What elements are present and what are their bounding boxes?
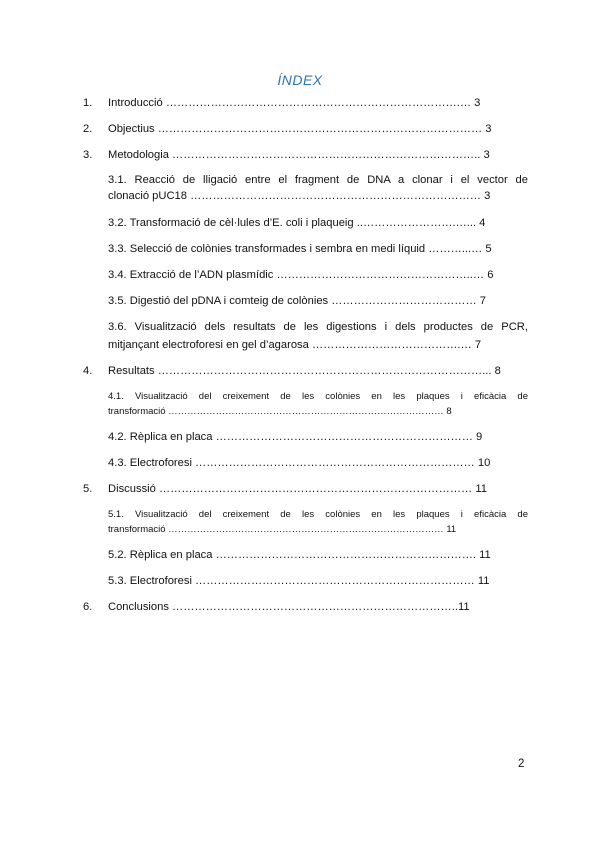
toc-label: Introducció …………………………………………………………………….… 3 <box>108 97 481 109</box>
toc-number: 6. <box>83 601 93 613</box>
toc-label: 5.3. Electroforesi ………………………………………………………………… 11 <box>108 575 490 587</box>
toc-number: 4. <box>83 365 93 377</box>
toc-number: 2. <box>83 123 93 135</box>
toc-label: 5.2. Rèplica en placa ……………………………………………………………. 11 <box>108 549 491 561</box>
toc-label-line-1: 4.1. Visualització del creixement de les colònies en les plaques i eficàcia de <box>108 391 528 402</box>
toc-number: 5. <box>83 483 93 495</box>
toc-label: Conclusions …………………………………………………………………..11 <box>108 601 470 613</box>
toc-label-line-2: transformació …………………………………………………………………………… 11 <box>108 524 457 535</box>
toc-number: 1. <box>83 97 93 109</box>
toc-label: Discussió ………………………………………………………………………… 11 <box>108 483 487 495</box>
page-number: 2 <box>518 758 525 770</box>
toc-label-line-2: mitjançant electroforesi en gel d’agarosa ………………………………….… 7 <box>108 339 482 351</box>
toc-label: 4.3. Electroforesi ………………………………………………………………… 10 <box>108 457 491 469</box>
toc-label: Resultats ……………………………………………………………………………... 8 <box>108 365 501 377</box>
toc-label-line-1: 3.1. Reacció de lligació entre el fragment de DNA a clonar i el vector de <box>108 174 528 186</box>
toc-label: 3.4. Extracció de l’ADN plasmídic ……………………………………………..… 6 <box>108 269 494 281</box>
toc-label-line-2: clonació pUC18 …………………………………………………………………… 3 <box>108 190 491 202</box>
toc-number: 3. <box>83 149 93 161</box>
toc-label: Metodologia ……………………………………………………………………….. 3 <box>108 149 490 161</box>
toc-label: 3.2. Transformació de cèl·lules d’E. coli i plaqueig ..…………………….…... 4 <box>108 217 486 229</box>
toc-label-line-1: 3.6. Visualització dels resultats de les digestions i dels productes de PCR, <box>108 321 528 333</box>
toc-label-line-1: 5.1. Visualització del creixement de les colònies en les plaques i eficàcia de <box>108 509 528 520</box>
toc-label: 3.5. Digestió del pDNA i comteig de colònies ………………………………… 7 <box>108 295 487 307</box>
toc-label: Objectius …………………………………………………………………………… 3 <box>108 123 492 135</box>
page-title: ÍNDEX <box>277 72 323 88</box>
toc-label: 3.3. Selecció de colònies transformades i sembra en medi líquid ………...… 5 <box>108 243 492 255</box>
toc-label: 4.2. Rèplica en placa …………………………………………………………… 9 <box>108 431 483 443</box>
toc-label-line-2: transformació …………………………………………………………………………… 8 <box>108 406 452 417</box>
